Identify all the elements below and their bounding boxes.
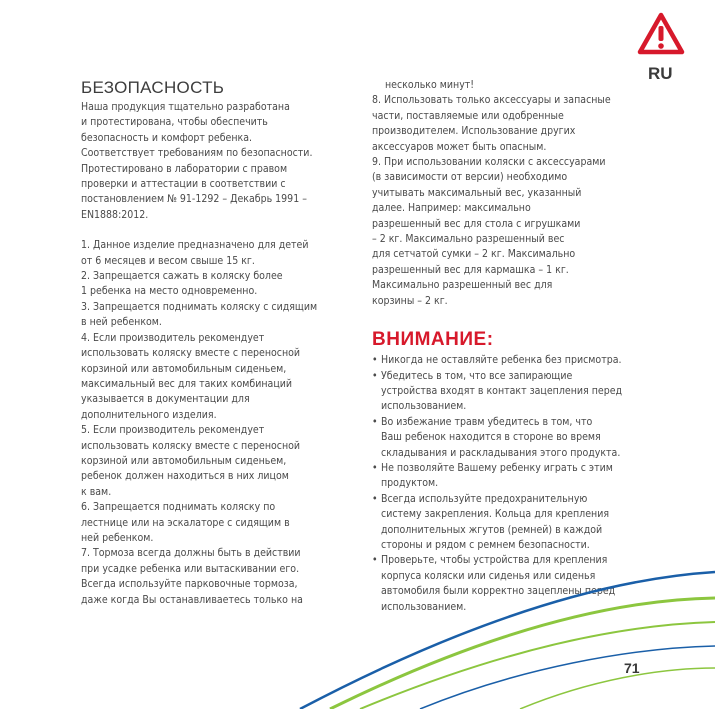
list-line: 4. Если производитель рекомендует bbox=[81, 331, 265, 344]
bullet-line: систему закрепления. Кольца для крепления bbox=[381, 508, 610, 521]
language-code: RU bbox=[648, 64, 673, 83]
list-line: аксессуаров может быть опасным. bbox=[372, 140, 547, 153]
list-item bbox=[81, 500, 353, 546]
list-item bbox=[372, 155, 644, 309]
list-line: учитывать максимальный вес, указанный bbox=[372, 186, 582, 199]
list-line: от 6 месяцев и весом свыше 15 кг. bbox=[81, 254, 255, 267]
intro-line: Наша продукция тщательно разработана bbox=[81, 101, 290, 113]
list-item-continuation bbox=[372, 78, 644, 93]
list-line: указывается в документации для bbox=[81, 393, 250, 406]
bullet-line: использованием. bbox=[381, 400, 467, 413]
list-line: Максимально разрешенный вес для bbox=[372, 279, 553, 292]
warning-title: ВНИМАНИЕ: bbox=[372, 329, 494, 351]
bullet-line: • Проверьте, чтобы устройства для крепления bbox=[381, 554, 608, 567]
bullet-line: Ваш ребенок находится в стороне во время bbox=[381, 431, 601, 444]
intro-line: Протестировано в лаборатории с правом bbox=[81, 162, 288, 175]
list-line: использовать коляску вместе с переносной bbox=[81, 439, 301, 452]
safety-list bbox=[81, 238, 353, 608]
list-line: – 2 кг. Максимально разрешенный вес bbox=[372, 233, 565, 246]
list-line: разрешенный вес для кармашка – 1 кг. bbox=[372, 263, 569, 276]
safety-title: БЕЗОПАСНОСТЬ bbox=[81, 78, 225, 97]
list-line: 3. Запрещается поднимать коляску с сидящим bbox=[81, 300, 318, 313]
bullet-item bbox=[372, 369, 644, 415]
list-line: корзиной или автомобильным сиденьем, bbox=[81, 362, 287, 375]
list-item bbox=[81, 300, 353, 331]
bullet-line: использованием. bbox=[381, 600, 467, 613]
intro-line: постановлением № 91-1292 – Декабрь 1991 – bbox=[81, 193, 307, 206]
left-column bbox=[81, 78, 353, 608]
list-line: 2. Запрещается сажать в коляску более bbox=[81, 270, 283, 283]
list-line: 1 ребенка на место одновременно. bbox=[81, 285, 258, 298]
list-line: использовать коляску вместе с переносной bbox=[81, 347, 301, 360]
intro-line: и протестирована, чтобы обеспечить bbox=[81, 116, 268, 129]
safety-intro bbox=[81, 100, 353, 223]
right-column bbox=[372, 78, 644, 615]
list-item bbox=[81, 331, 353, 423]
bullet-line: дополнительных жгутов (ремней) в каждой bbox=[381, 523, 603, 536]
list-item bbox=[81, 269, 353, 300]
list-line: разрешенный вес для стола с игрушками bbox=[372, 217, 581, 230]
list-line: корзиной или автомобильным сиденьем, bbox=[81, 454, 287, 467]
bullet-line: складывания и раскладывания этого продукта. bbox=[381, 446, 621, 459]
list-line: Всегда используйте парковочные тормоза, bbox=[81, 578, 298, 591]
list-line: 5. Если производитель рекомендует bbox=[81, 424, 265, 437]
list-line: для сетчатой сумки – 2 кг. Максимально bbox=[372, 248, 576, 261]
list-line: далее. Например: максимально bbox=[372, 202, 531, 215]
bullet-item bbox=[372, 492, 644, 554]
list-line: 9. При использовании коляски с аксессуарами bbox=[372, 156, 606, 169]
list-line: даже когда Вы останавливаетесь только на bbox=[81, 593, 303, 606]
bullet-line: автомобиля были корректно зацеплены перед bbox=[381, 585, 616, 598]
warning-triangle-icon bbox=[637, 12, 685, 56]
warning-list bbox=[372, 353, 644, 615]
list-line: лестнице или на эскалаторе с сидящим в bbox=[81, 516, 290, 529]
page-number: 71 bbox=[624, 660, 640, 676]
bullet-line: продуктом. bbox=[381, 477, 439, 490]
list-line: при усадке ребенка или вытаскивании его. bbox=[81, 562, 300, 575]
list-line: 1. Данное изделие предназначено для детей bbox=[81, 239, 309, 252]
list-item bbox=[372, 93, 644, 155]
list-item bbox=[81, 423, 353, 500]
bullet-line: устройства входят в контакт зацепления перед bbox=[381, 384, 623, 397]
list-line: части, поставляемые или одобренные bbox=[372, 109, 564, 122]
list-item bbox=[81, 238, 353, 269]
bullet-line: • Во избежание травм убедитесь в том, что bbox=[381, 415, 593, 428]
list-line: 7. Тормоза всегда должны быть в действии bbox=[81, 547, 301, 560]
bullet-line: стороны и рядом с ремнем безопасности. bbox=[381, 538, 590, 551]
list-item bbox=[81, 546, 353, 608]
intro-line: проверки и аттестации в соответствии с bbox=[81, 178, 286, 191]
intro-line: безопасность и комфорт ребенка. bbox=[81, 131, 253, 144]
bullet-line: корпуса коляски или сиденья или сиденья bbox=[381, 569, 596, 582]
bullet-line: Никогда не оставляйте ребенка без присмотра. bbox=[381, 354, 622, 367]
bullet-item bbox=[372, 353, 644, 368]
bullet-line: • Убедитесь в том, что все запирающие bbox=[381, 369, 573, 382]
bullet-item bbox=[372, 553, 644, 615]
list-line: к вам. bbox=[81, 485, 112, 498]
list-line: производителем. Использование других bbox=[372, 125, 576, 138]
bullet-line: • Не позволяйте Вашему ребенку играть с этим bbox=[381, 461, 613, 474]
bullet-item bbox=[372, 415, 644, 461]
list-line: в ней ребенком. bbox=[81, 316, 162, 329]
continued-list bbox=[372, 78, 644, 309]
bullet-item bbox=[372, 461, 644, 492]
list-line: несколько минут! bbox=[385, 79, 475, 91]
list-line: 8. Использовать только аксессуары и запасные bbox=[372, 94, 611, 107]
list-line: (в зависимости от версии) необходимо bbox=[372, 171, 568, 184]
list-line: дополнительного изделия. bbox=[81, 408, 217, 421]
intro-line: EN1888:2012. bbox=[81, 208, 149, 221]
list-line: ребенок должен находиться в них лицом bbox=[81, 470, 289, 483]
list-line: максимальный вес для таких комбинаций bbox=[81, 377, 293, 390]
list-line: корзины – 2 кг. bbox=[372, 294, 448, 307]
list-line: 6. Запрещается поднимать коляску по bbox=[81, 501, 276, 514]
intro-line: Соответствует требованиям по безопасности. bbox=[81, 147, 313, 160]
list-line: ней ребенком. bbox=[81, 531, 154, 544]
bullet-line: • Всегда используйте предохранительную bbox=[381, 492, 588, 505]
